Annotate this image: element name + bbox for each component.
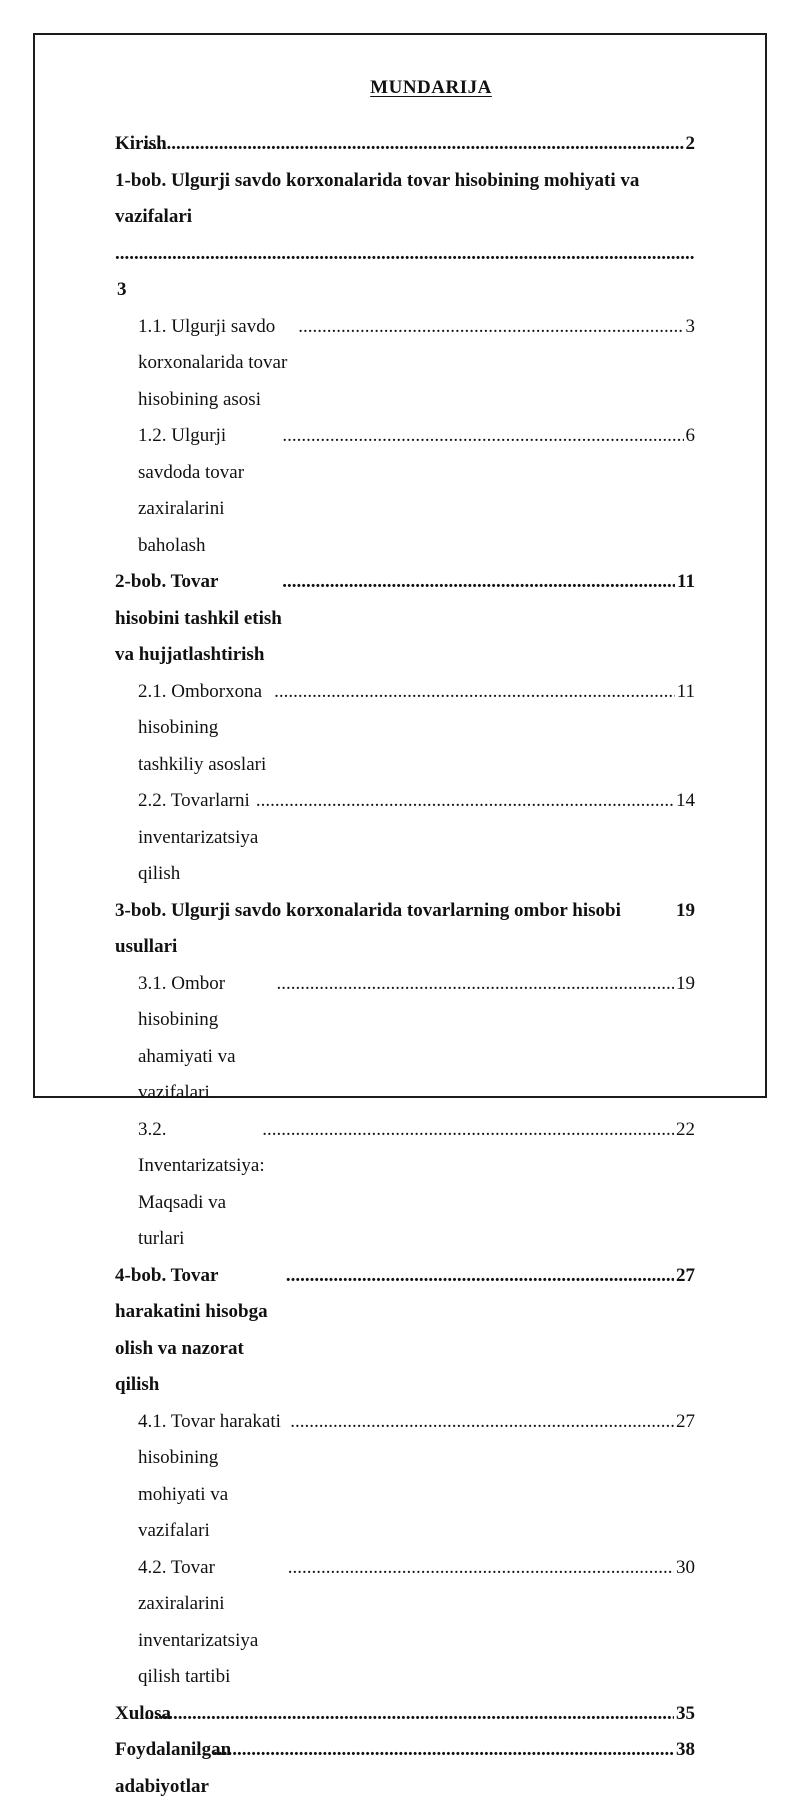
toc-leader-dots <box>115 236 695 273</box>
toc-page-number: 3 <box>685 315 695 337</box>
toc-leader-dots <box>290 1404 674 1441</box>
toc-entry-label: 4.2. Tovar zaxiralarini inventarizatsiya qilish tartibi <box>138 1556 259 1687</box>
toc-entry-label: 4.1. Tovar harakati hisobining mohiyati va vazifalari <box>138 1410 281 1541</box>
toc-leader-dots <box>286 1258 674 1295</box>
toc-page-number: 27 <box>676 1410 695 1432</box>
toc-page-number: 19 <box>676 972 695 994</box>
toc-entry[interactable] <box>115 783 695 893</box>
toc-page-number: 22 <box>676 1118 695 1140</box>
toc-leader-dots <box>213 1732 674 1769</box>
page-border-frame <box>33 33 767 1797</box>
toc-entry[interactable] <box>115 1550 695 1696</box>
toc-entry[interactable] <box>115 1258 695 1404</box>
toc-leader-dots <box>298 309 683 346</box>
toc-page-number: 6 <box>685 425 695 446</box>
toc-leader-dots <box>256 783 674 820</box>
toc-entry-label: 3.1. Ombor hisobining ahamiyati va vazifalari <box>138 972 236 1103</box>
toc-entry-label: Xulosa <box>115 1702 171 1724</box>
toc-leader-dots <box>282 564 675 601</box>
toc-page-number: 38 <box>676 1739 695 1760</box>
document-title: MUNDARIJA <box>370 77 492 98</box>
toc-leader-dots <box>288 1550 674 1587</box>
toc-entry[interactable] <box>115 1732 695 1805</box>
toc-entry[interactable] <box>115 1112 695 1258</box>
toc-leader-dots <box>262 1112 674 1149</box>
toc-page-number: 3 <box>117 279 127 300</box>
toc-entry[interactable] <box>115 893 695 966</box>
toc-entry-label: 2.2. Tovarlarni inventarizatsiya qilish <box>138 790 259 884</box>
toc-entry[interactable] <box>115 966 695 1112</box>
toc-entry[interactable] <box>115 1404 695 1550</box>
toc-entry[interactable] <box>115 674 695 784</box>
toc-entry[interactable] <box>115 309 695 419</box>
toc-page-number: 14 <box>676 790 695 811</box>
toc-entry-label: 1.1. Ulgurji savdo korxonalarida tovar hisobining asosi <box>138 315 288 410</box>
toc-leader-dots <box>282 418 683 455</box>
toc-entry[interactable] <box>115 126 695 163</box>
toc-page-number: 35 <box>676 1702 695 1724</box>
toc-entry[interactable] <box>115 418 695 564</box>
toc-page-number: 11 <box>676 680 695 702</box>
toc-entry-label: Kirish <box>115 133 167 154</box>
toc-entry-label: Foydalanilgan adabiyotlar <box>115 1739 232 1797</box>
toc-leader-dots <box>277 966 675 1003</box>
toc-entry[interactable] <box>115 163 695 309</box>
toc-entry-label: 4-bob. Tovar harakatini hisobga olish va nazorat qilish <box>115 1264 268 1395</box>
toc-page-number: 30 <box>676 1556 695 1578</box>
toc-leader-dots <box>144 1696 674 1733</box>
toc-entry-label: 3-bob. Ulgurji savdo korxonalarida tovarlarning ombor hisobi usullari <box>115 899 621 957</box>
toc-page-number: 11 <box>677 571 695 592</box>
toc-entry-label: 3.2. Inventarizatsiya: Maqsadi va turlari <box>138 1118 265 1249</box>
toc-page-number: 19 <box>676 899 695 921</box>
toc-entry-label: 2.1. Omborxona hisobining tashkiliy asoslari <box>138 680 267 775</box>
toc-entry-label: 1.2. Ulgurji savdoda tovar zaxiralarini baholash <box>138 425 245 556</box>
toc-entry-label: 1-bob. Ulgurji savdo korxonalarida tovar hisobining mohiyati va vazifalari <box>115 169 640 227</box>
toc-page-number: 2 <box>685 133 695 154</box>
toc-leader-dots <box>143 126 684 163</box>
table-of-contents <box>115 126 747 1805</box>
toc-leader-dots <box>274 674 675 711</box>
toc-entry-label: 2-bob. Tovar hisobini tashkil etish va hujjatlashtirish <box>115 571 282 665</box>
toc-page-number: 27 <box>676 1264 695 1286</box>
toc-entry[interactable] <box>115 564 695 674</box>
toc-entry[interactable] <box>115 1696 695 1733</box>
